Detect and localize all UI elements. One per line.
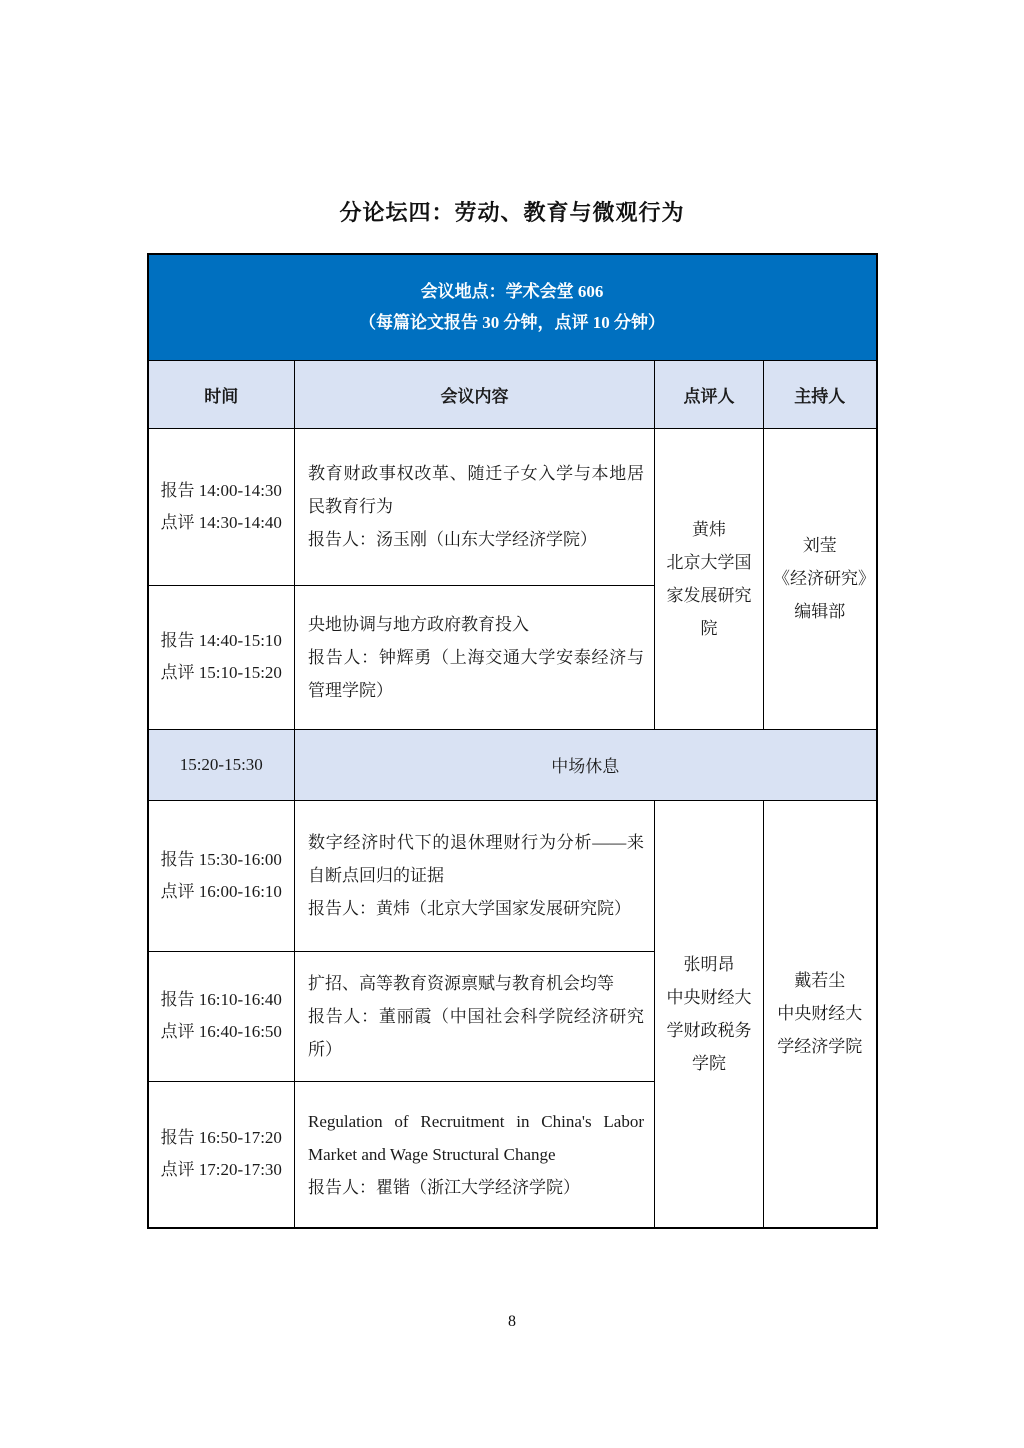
report-time: 报告 16:50-17:20	[160, 1128, 282, 1148]
talk-title: 数字经济时代下的退休理财行为分析——来自断点回归的证据	[308, 833, 644, 885]
commentator-affiliation: 北京大学国家发展研究院	[666, 552, 752, 638]
talk-time	[148, 800, 295, 951]
column-header-chair: 主持人	[764, 360, 877, 428]
talk-content	[295, 585, 655, 729]
venue-line: 会议地点：学术会堂 606	[420, 282, 604, 302]
page-title: 分论坛四：劳动、教育与微观行为	[339, 200, 685, 225]
talk-presenter: 报告人：董丽霞（中国社会科学院经济研究所）	[308, 1006, 644, 1059]
chair-name: 戴若尘	[794, 971, 846, 991]
column-header-time: 时间	[148, 360, 295, 428]
document-page	[0, 196, 1024, 1448]
talk-row	[148, 428, 877, 585]
talk-time	[148, 1081, 295, 1228]
banner-row	[148, 254, 877, 360]
talk-time	[148, 951, 295, 1081]
talk-title: 教育财政事权改革、随迁子女入学与本地居民教育行为	[308, 464, 644, 516]
comment-time: 点评 15:10-15:20	[160, 663, 282, 682]
chair-affiliation: 《经济研究》编辑部	[773, 569, 867, 621]
talk-title: 央地协调与地方政府教育投入	[308, 614, 529, 634]
chair-cell	[764, 800, 877, 1228]
break-time: 15:20-15:30	[148, 729, 295, 800]
talk-content	[295, 1081, 655, 1228]
commentator-name: 张明昂	[683, 954, 735, 974]
chair-name: 刘莹	[802, 536, 837, 555]
talk-presenter: 报告人：瞿锴（浙江大学经济学院）	[308, 1177, 580, 1197]
comment-time: 点评 16:00-16:10	[160, 881, 282, 901]
duration-line: （每篇论文报告 30 分钟，点评 10 分钟）	[359, 313, 665, 333]
report-time: 报告 14:40-15:10	[160, 631, 282, 650]
column-header-content: 会议内容	[295, 360, 655, 428]
column-header-row	[148, 360, 877, 428]
session-schedule-table	[147, 253, 878, 1229]
talk-time	[148, 585, 295, 729]
column-header-commentator: 点评人	[655, 360, 764, 428]
talk-time	[148, 428, 295, 585]
comment-time: 点评 14:30-14:40	[160, 512, 282, 532]
break-row	[148, 729, 877, 800]
talk-title: Regulation of Recruitment in China's Labor Market and Wage Structural Change	[308, 1111, 644, 1164]
chair-affiliation: 中央财经大学经济学院	[777, 1004, 863, 1057]
commentator-cell	[655, 800, 764, 1228]
talk-presenter: 报告人：钟辉勇（上海交通大学安泰经济与管理学院）	[308, 647, 644, 700]
commentator-cell	[655, 428, 764, 729]
venue-banner	[148, 254, 877, 360]
talk-content	[295, 800, 655, 951]
talk-content	[295, 428, 655, 585]
talk-presenter: 报告人：黄炜（北京大学国家发展研究院）	[308, 899, 631, 918]
comment-time: 点评 17:20-17:30	[160, 1160, 282, 1180]
break-label: 中场休息	[295, 729, 877, 800]
talk-title: 扩招、高等教育资源禀赋与教育机会均等	[308, 973, 614, 993]
report-time: 报告 14:00-14:30	[160, 480, 282, 500]
report-time: 报告 16:10-16:40	[160, 990, 282, 1009]
talk-presenter: 报告人：汤玉刚（山东大学经济学院）	[308, 530, 597, 549]
commentator-affiliation: 中央财经大学财政税务学院	[666, 987, 752, 1073]
talk-content	[295, 951, 655, 1081]
report-time: 报告 15:30-16:00	[160, 849, 282, 869]
commentator-name: 黄炜	[692, 519, 726, 539]
chair-cell	[764, 428, 877, 729]
page-number: 8	[508, 1313, 516, 1330]
comment-time: 点评 16:40-16:50	[160, 1022, 282, 1041]
talk-row	[148, 800, 877, 951]
